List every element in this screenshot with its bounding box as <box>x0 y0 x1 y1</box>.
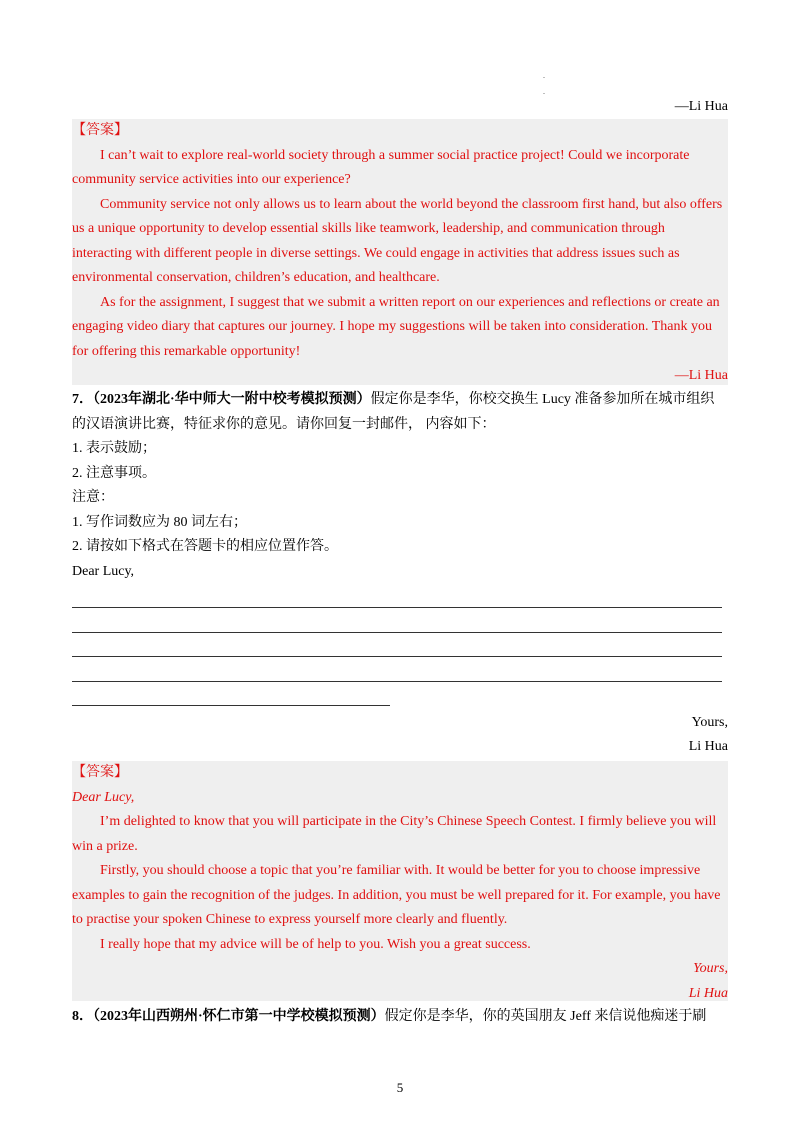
page-number: 5 <box>396 1080 404 1095</box>
answer-tag: 【答案】 <box>72 765 128 780</box>
letter-greeting: Dear Lucy, <box>72 563 135 579</box>
question-prompt: 假定你是李华，你的英国朋友 Jeff 来信说他痴迷于刷 <box>384 1009 707 1024</box>
question-source: （2023年湖北·华中师大一附中校考模拟预测） <box>93 392 371 407</box>
question-source: （2023年山西朔州·怀仁市第一中学校模拟预测） <box>93 1009 385 1024</box>
answer-paragraph: Community service not only allows us to learn about the world beyond the classroom first hand, but also offers us a unique opportunity to develop essential skills like teamwork, leadership, and communication through interacting with different people in diverse settings. We could engage in activities that address issues such as environmental conservation, children’s education, and healthcare. <box>72 196 723 285</box>
note-item: 2. 请按如下格式在答题卡的相应位置作答。 <box>72 539 338 554</box>
answer-signature: —Li Hua <box>674 368 728 383</box>
writing-line <box>72 681 722 682</box>
writing-line <box>72 607 722 608</box>
answer-paragraph: As for the assignment, I suggest that we submit a written report on our experiences and reflections or create an engaging video diary that captures our journey. I hope my suggestions will be taken into consideration. Thank you for offering this remarkable opportunity! <box>72 294 720 359</box>
top-mark-2: . <box>543 87 545 96</box>
answer-tag: 【答案】 <box>72 123 128 138</box>
question-number: 7． <box>72 392 93 407</box>
requirement-item: 1. 表示鼓励； <box>72 441 156 456</box>
answer-name: Li Hua <box>688 985 728 1001</box>
top-mark-1: . <box>543 71 545 80</box>
writing-line <box>72 705 390 706</box>
note-item: 1. 写作词数应为 80 词左右； <box>72 514 247 530</box>
answer-paragraph: I can’t wait to explore real-world society through a summer social practice project! Could we incorporate community service activities into our experience? <box>72 147 690 187</box>
answer-closing: Yours, <box>693 961 728 976</box>
writing-line <box>72 632 722 633</box>
question-number: 8． <box>72 1009 93 1024</box>
answer-paragraph: I’m delighted to know that you will participate in the City’s Chinese Speech Contest. I firmly believe you will win a prize. <box>72 814 717 854</box>
letter-name: Li Hua <box>688 739 728 754</box>
question-7 <box>72 388 728 584</box>
answer-paragraph: I really hope that my advice will be of help to you. Wish you a great success. <box>100 936 531 952</box>
question-8 <box>72 1005 728 1030</box>
answer-paragraph: Firstly, you should choose a topic that you’re familiar with. It would be better for you to choose impressive examples to gain the recognition of the judges. In addition, you must be well prepared for it. For example, you have to practise your spoken Chinese to express yourself more clearly and fluently. <box>72 863 721 927</box>
requirement-item: 2. 注意事项。 <box>72 465 156 481</box>
note-label: 注意： <box>72 490 114 505</box>
answer-block-1 <box>72 119 728 385</box>
answer-block-2 <box>72 761 728 1001</box>
signature-li-hua: —Li Hua <box>674 99 728 114</box>
question-prompt: 假定你是李华，你校交换生 Lucy 准备参加所在城市组织的汉语演讲比赛，特征求你的意见。请你回复一封邮件， 内容如下： <box>72 392 715 432</box>
letter-closing: Yours, <box>691 715 728 730</box>
writing-line <box>72 656 722 657</box>
answer-greeting: Dear Lucy, <box>72 789 135 805</box>
